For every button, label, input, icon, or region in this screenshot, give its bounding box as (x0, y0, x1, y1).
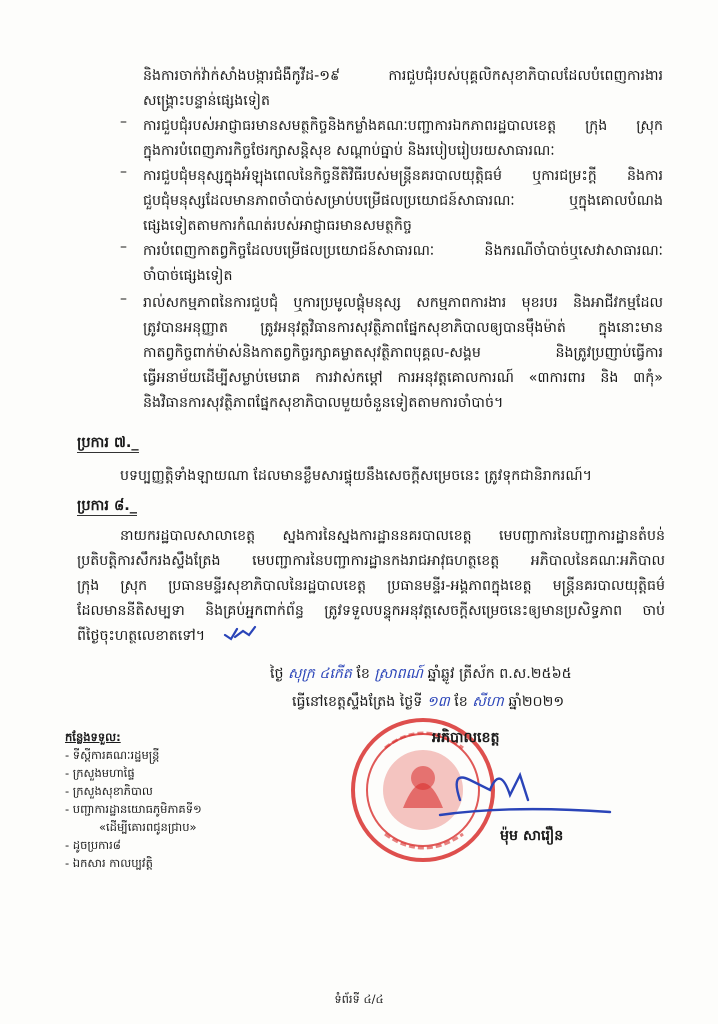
recipient-item: - ទីស្តីការគណៈរដ្ឋមន្ត្រី (65, 748, 160, 762)
continuation-line: សង្គ្រោះបន្ទាន់ផ្សេងទៀត (143, 93, 270, 109)
bullet-text: ការជួបជុំរបស់អាជ្ញាធរមានសមត្ថកិច្ចនិងកម្លាំងគណៈបញ្ជាការឯកភាពរដ្ឋបាលខេត្ត ក្រុង ស្រុក (143, 118, 663, 134)
article-7-heading: ប្រការ ៧._ (77, 435, 139, 451)
article-8-line: ពីថ្ងៃចុះហត្ថលេខាតទៅ។ (77, 628, 206, 644)
bullet-text: ធ្វើអនាម័យដើម្បីសម្លាប់មេរោគ ការវាស់កម្តៅ ការអនុវត្តគោលការណ៍ «៣ការពារ និង ៣កុំ» (143, 370, 663, 386)
signatory-name: ម៉ុម សារឿន (500, 828, 564, 844)
bullet-text: រាល់សកម្មភាពនៃការជួបជុំ ឬការប្រមូលផ្តុំមនុស្ស សកម្មភាពការងារ មុខរបរ និងអាជីវកម្មដែល (143, 295, 663, 311)
bullet-dash: – (120, 114, 127, 130)
handwritten-day: ១៣ (426, 694, 450, 710)
signatory-title: អភិបាលខេត្ត (432, 730, 500, 746)
bullet-text: ក្នុងការបំពេញភារកិច្ចថែរក្សាសន្តិសុខ សណ្តាប់ធ្នាប់ និងរបៀបរៀបរយសាធារណៈ (143, 143, 555, 159)
page-number: ទំព័រទី ៤/៤ (334, 992, 384, 1006)
article-8-line: នាយករដ្ឋបាលសាលាខេត្ត ស្នងការនៃស្នងការដ្ឋាននគរបាលខេត្ត មេបញ្ជាការនៃបញ្ជាការដ្ឋានតំបន់ (120, 528, 665, 544)
recipient-note: «ដើម្បីគោរពជូនជ្រាប» (99, 820, 197, 834)
place-date-line: ធ្វើនៅខេត្តស្ទឹងត្រែង ថ្ងៃទី ១៣ ខែ សីហា ឆ្នាំ២០២១ (292, 694, 565, 710)
handwritten-lunar-month: ស្រាពណ៍ (374, 666, 423, 682)
bullet-text: ជួបជុំមនុស្សដែលមានភាពចាំបាច់សម្រាប់បម្រើផលប្រយោជន៍សាធារណៈ ឬក្នុងគោលបំណង (143, 193, 663, 209)
recipients-heading: កន្លែងទទួល: (65, 730, 121, 744)
bullet-dash: – (120, 239, 127, 255)
article-8-line: ក្រុង ស្រុក ប្រធានមន្ទីរសុខាភិបាលនៃរដ្ឋបាលខេត្ត ប្រធានមន្ទីរ-អង្គភាពក្នុងខេត្ត មន្ត្រីនគរបាលយុត្តិធម៌ (77, 578, 665, 594)
article-8-heading: ប្រការ ៨._ (77, 498, 138, 514)
bullet-text: ចាំបាច់ផ្សេងទៀត (143, 268, 233, 284)
bullet-text: ត្រូវបានអនុញ្ញាត ត្រូវអនុវត្តវិធានការសុវត្ថិភាពផ្នែកសុខាភិបាលឲ្យបានម៉ឹងម៉ាត់ ក្នុងនោះមាន (143, 320, 663, 336)
handwritten-signature (420, 760, 620, 830)
continuation-line: និងការចាក់វ៉ាក់សាំងបង្ការជំងឺកូវីដ-១៩ ការជួបជុំរបស់បុគ្គលិកសុខាភិបាលដែលបំពេញការងារ (143, 68, 663, 84)
recipients-list (65, 728, 315, 872)
lunar-date-line: ថ្ងៃ សុក្រ ៤កើត ខែ ស្រាពណ៍ ឆ្នាំឆ្លូវ ត្រីស័ក ព.ស.២៥៦៥ (270, 666, 572, 682)
bullet-text: ផ្សេងទៀតតាមការកំណត់របស់អាជ្ញាធរមានសមត្ថកិច្ច (143, 218, 412, 234)
bullet-text: ការបំពេញកាតព្វកិច្ចដែលបម្រើផលប្រយោជន៍សាធារណៈ និងករណីចាំបាច់ឬសេវាសាធារណៈ (143, 243, 663, 259)
bullet-text: ការជួបជុំមនុស្សក្នុងអំឡុងពេលនៃកិច្ចនីតិវិធីរបស់មន្ត្រីនគរបាលយុត្តិធម៌ ឬការជម្រះក្តី និងការ (143, 168, 663, 184)
bullet-text: និងវិធានការសុវត្ថិភាពផ្នែកសុខាភិបាលមួយចំនួនទៀតតាមការចាំបាច់។ (143, 395, 504, 411)
bullet-text: កាតព្វកិច្ចពាក់ម៉ាស់និងកាតព្វកិច្ចរក្សាគម្លាតសុវត្ថិភាពបុគ្គល-សង្គម និងត្រូវប្រញាប់ធ្វើការ (143, 345, 663, 361)
bullet-dash: – (120, 291, 127, 307)
continuation-paragraph (143, 64, 663, 114)
recipient-item: - ឯកសារ កាលប្បវត្តិ (65, 856, 153, 870)
handwritten-lunar-day: សុក្រ ៤កើត (288, 666, 352, 682)
checkmark-icon (223, 625, 257, 641)
recipient-item: - បញ្ជាការដ្ឋានយោធភូមិភាគទី១ (65, 802, 202, 816)
article-8-paragraph (77, 524, 665, 649)
article-8-line: ប្រតិបត្តិការសឹករងស្ទឹងត្រែង មេបញ្ជាការនៃបញ្ជាការដ្ឋានកងរាជអាវុធហត្ថខេត្ត អភិបាលនៃគណៈអភិបាល (77, 553, 665, 569)
recipient-item: - ដូចប្រការ៨ (65, 838, 121, 852)
article-7-text: បទប្បញ្ញត្តិទាំងឡាយណា ដែលមានខ្លឹមសារផ្ទុយនឹងសេចក្តីសម្រេចនេះ ត្រូវទុកជានិរាករណ៍។ (120, 468, 592, 484)
recipient-item: - ក្រសួងសុខាភិបាល (65, 784, 153, 798)
bullet-dash: – (120, 164, 127, 180)
handwritten-month: សីហា (472, 694, 504, 710)
recipient-item: - ក្រសួងមហាផ្ទៃ (65, 766, 135, 780)
article-8-line: ដែលមាននីតិសម្បទា និងគ្រប់អ្នកពាក់ព័ន្ធ ត្រូវទទួលបន្ទុកអនុវត្តសេចក្តីសម្រេចនេះឲ្យមានប្រសិទ្ធភាព ចាប់ (77, 603, 665, 619)
